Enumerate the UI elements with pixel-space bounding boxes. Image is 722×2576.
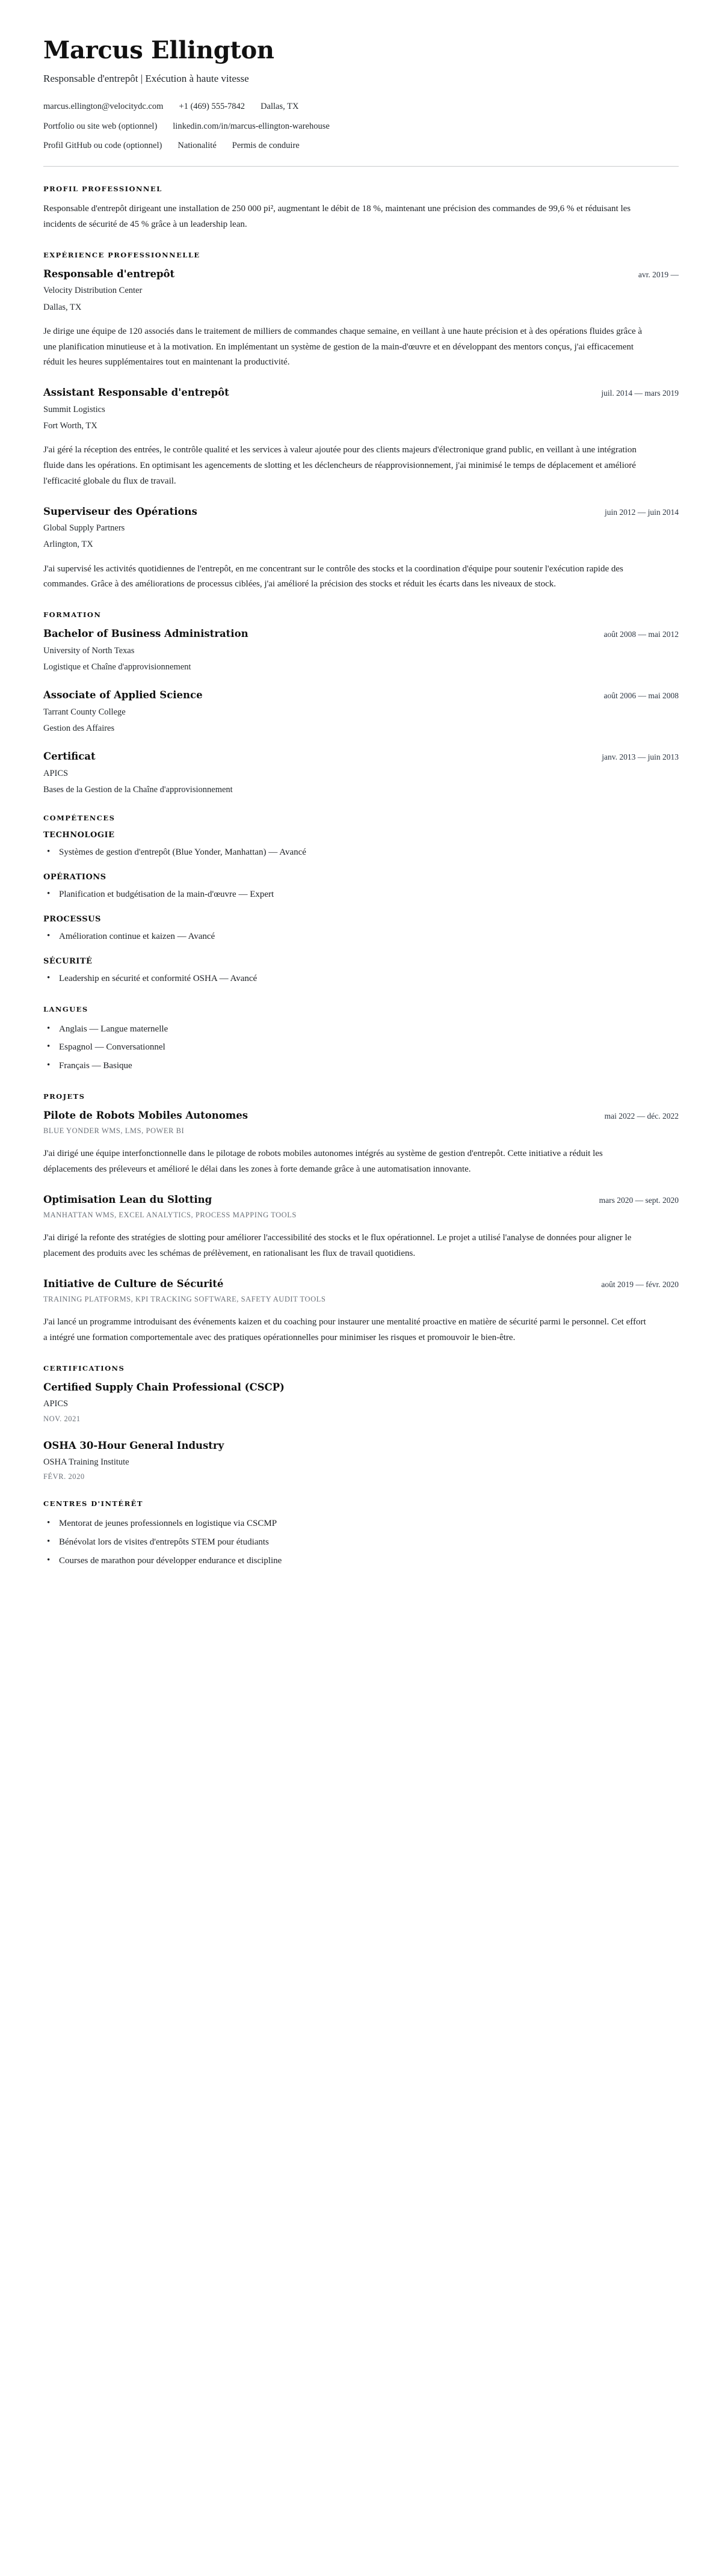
project-entry-head — [43, 1277, 679, 1290]
language-item: • Anglais — Langue maternelle — [43, 1022, 679, 1037]
project-name: Initiative de Culture de Sécurité — [43, 1277, 224, 1290]
degree-date: août 2006 — mai 2008 — [603, 691, 679, 701]
contact-github[interactable]: Profil GitHub ou code (optionnel) — [43, 141, 162, 151]
skill-group — [43, 873, 679, 903]
field-of-study: Bases de la Gestion de la Chaîne d'approvisionnement — [43, 785, 233, 795]
skill-group — [43, 957, 679, 987]
education-entry — [43, 627, 679, 673]
education-entry-head — [43, 689, 679, 701]
section-title-interests: CENTRES D'INTÉRÊT — [43, 1499, 143, 1508]
project-entry — [43, 1193, 679, 1262]
section-experience — [43, 251, 679, 592]
contact-email[interactable]: marcus.ellington@velocitydc.com — [43, 101, 164, 111]
degree-date: janv. 2013 — juin 2013 — [602, 752, 679, 762]
interest-list — [43, 1516, 679, 1569]
section-title-education: FORMATION — [43, 610, 102, 619]
certification-issuer: APICS — [43, 1399, 69, 1409]
section-title-projects: PROJETS — [43, 1092, 85, 1101]
job-location: Arlington, TX — [43, 539, 93, 550]
contact-portfolio[interactable]: Portfolio ou site web (optionnel) — [43, 121, 158, 131]
project-description: J'ai lancé un programme introduisant des événements kaizen et du coaching pour instaurer une mentalité proactive en matière de sécurité parmi le personnel. Cet effort a intégré une formation comportementale avec des pratiques opérationnelles pour minimiser les risques et promouvoir le bien-être. — [43, 1317, 646, 1343]
job-description: J'ai géré la réception des entrées, le contrôle qualité et les services à valeur ajoutée pour des clients majeurs d'électronique grand public, en veillant à une intégration fluide dans les opérations. En optimisant les agencements de slotting et les déclencheurs de réapprovisionnement, j'ai minimisé le temps de déplacement et amélioré l'efficacité globale du flux de travail. — [43, 445, 637, 486]
candidate-headline: Responsable d'entrepôt | Exécution à haute vitesse — [43, 73, 249, 84]
language-item: • Espagnol — Conversationnel — [43, 1040, 679, 1056]
skill-group — [43, 831, 679, 861]
project-description: J'ai dirigé la refonte des stratégies de slotting pour améliorer l'accessibilité des stocks et le flux opérationnel. Le projet a utilisé l'analyse de données pour aligner le placement des produits avec les schémas de prélèvement, en rationalisant les flux de travail quotidiens. — [43, 1233, 632, 1259]
job-title: Superviseur des Opérations — [43, 505, 197, 517]
contact-row-2 — [43, 120, 679, 134]
section-languages — [43, 1005, 679, 1074]
project-entry — [43, 1277, 679, 1346]
certification-name: OSHA 30-Hour General Industry — [43, 1439, 224, 1451]
certification-entry — [43, 1381, 679, 1424]
experience-entry-head — [43, 268, 679, 280]
skill-item: • Leadership en sécurité et conformité OSHA — Avancé — [43, 971, 679, 987]
project-stack: TRAINING PLATFORMS, KPI TRACKING SOFTWARE, SAFETY AUDIT TOOLS — [43, 1295, 326, 1304]
contact-row-3 — [43, 140, 679, 153]
contact-linkedin[interactable]: linkedin.com/in/marcus-ellington-warehouse — [173, 121, 330, 131]
skill-list — [43, 845, 679, 861]
project-date: août 2019 — févr. 2020 — [601, 1279, 679, 1289]
skill-category: PROCESSUS — [43, 914, 101, 924]
certification-date: NOV. 2021 — [43, 1414, 81, 1423]
section-title-skills: COMPÉTENCES — [43, 814, 116, 823]
project-entry — [43, 1109, 679, 1178]
education-entry — [43, 750, 679, 796]
contact-nationality: Nationalité — [177, 141, 217, 151]
job-location: Dallas, TX — [43, 302, 82, 312]
project-stack: BLUE YONDER WMS, LMS, POWER BI — [43, 1127, 185, 1136]
degree-title: Certificat — [43, 751, 96, 763]
skill-list — [43, 929, 679, 945]
interest-item: • Courses de marathon pour développer endurance et discipline — [43, 1554, 679, 1569]
certification-entry — [43, 1439, 679, 1482]
school-name: University of North Texas — [43, 645, 135, 656]
section-title-languages: LANGUES — [43, 1004, 88, 1013]
skill-item: • Amélioration continue et kaizen — Avancé — [43, 929, 679, 945]
contact-location: Dallas, TX — [261, 101, 299, 111]
section-profile — [43, 185, 679, 233]
header-divider — [43, 166, 679, 167]
education-entry-head — [43, 750, 679, 763]
education-entry — [43, 689, 679, 734]
section-title-certifications: CERTIFICATIONS — [43, 1364, 125, 1373]
project-entry-head — [43, 1193, 679, 1206]
project-name: Optimisation Lean du Slotting — [43, 1193, 212, 1205]
degree-title: Bachelor of Business Administration — [43, 628, 248, 640]
job-company: Summit Logistics — [43, 404, 105, 414]
skill-item: • Systèmes de gestion d'entrepôt (Blue Yonder, Manhattan) — Avancé — [43, 845, 679, 861]
project-stack: MANHATTAN WMS, EXCEL ANALYTICS, PROCESS MAPPING TOOLS — [43, 1211, 297, 1220]
candidate-name: Marcus Ellington — [43, 36, 274, 64]
contact-row-1 — [43, 100, 679, 114]
skill-category: OPÉRATIONS — [43, 873, 106, 882]
language-item: • Français — Basique — [43, 1059, 679, 1074]
job-date: juin 2012 — juin 2014 — [604, 507, 679, 517]
skill-group — [43, 915, 679, 945]
experience-entry — [43, 505, 679, 593]
job-date: avr. 2019 — — [638, 269, 679, 279]
skill-list — [43, 887, 679, 903]
section-title-experience: EXPÉRIENCE PROFESSIONNELLE — [43, 250, 200, 259]
field-of-study: Logistique et Chaîne d'approvisionnement — [43, 662, 191, 672]
job-description: Je dirige une équipe de 120 associés dans le traitement de milliers de commandes chaque semaine, en veillant à une haute précision et à des opérations fluides grâce à une planification minutieuse et à la motivation. En implémentant un système de gestion de la main-d'œuvre et en développant des mentors conçus, j'ai efficacement réduit les heures supplémentaires tout en maintenant la productivité. — [43, 326, 643, 367]
project-description: J'ai dirigé une équipe interfonctionnelle dans le pilotage de robots mobiles autonomes intégrés au système de gestion d'entrepôt. Cette initiative a réduit les déplacements des préleveurs et amélioré le délai dans les zones à forte demande grâce à une automatisation innovante. — [43, 1149, 603, 1175]
job-company: Global Supply Partners — [43, 523, 125, 533]
certification-issuer: OSHA Training Institute — [43, 1457, 129, 1468]
project-date: mars 2020 — sept. 2020 — [599, 1195, 679, 1205]
degree-date: août 2008 — mai 2012 — [603, 630, 679, 639]
skill-list — [43, 971, 679, 987]
contact-driving-licence: Permis de conduire — [232, 141, 300, 151]
degree-title: Associate of Applied Science — [43, 689, 203, 701]
profile-summary: Responsable d'entrepôt dirigeant une installation de 250 000 pi², augmentant le débit de 18 %, maintenant une précision des commandes de 99,6 % et réduisant les incidents de sécurité de 45 % grâce à un leadership lean. — [43, 204, 631, 229]
section-education — [43, 610, 679, 796]
contact-phone[interactable]: +1 (469) 555-7842 — [179, 101, 245, 111]
school-name: APICS — [43, 768, 69, 778]
job-location: Fort Worth, TX — [43, 420, 97, 431]
experience-entry — [43, 268, 679, 370]
job-description: J'ai supervisé les activités quotidiennes de l'entrepôt, en me concentrant sur le contrôle des stocks et la coordination d'équipe pour soutenir l'exécution rapide des commandes. Grâce à des améliorations de processus ciblées, j'ai amélioré la précision des stocks et réduit les écarts dans les niveaux de stock. — [43, 564, 623, 589]
section-interests — [43, 1499, 679, 1569]
job-company: Velocity Distribution Center — [43, 286, 143, 296]
interest-item: • Bénévolat lors de visites d'entrepôts STEM pour étudiants — [43, 1535, 679, 1551]
skill-category: TECHNOLOGIE — [43, 831, 115, 840]
section-certifications — [43, 1364, 679, 1481]
school-name: Tarrant County College — [43, 707, 126, 717]
project-name: Pilote de Robots Mobiles Autonomes — [43, 1109, 248, 1121]
experience-entry-head — [43, 386, 679, 399]
project-entry-head — [43, 1109, 679, 1122]
resume-header — [43, 37, 679, 153]
field-of-study: Gestion des Affaires — [43, 724, 115, 734]
certification-name: Certified Supply Chain Professional (CSCP) — [43, 1382, 285, 1394]
project-date: mai 2022 — déc. 2022 — [604, 1111, 679, 1120]
section-skills — [43, 814, 679, 986]
skill-category: SÉCURITÉ — [43, 956, 93, 966]
skill-item: • Planification et budgétisation de la main-d'œuvre — Expert — [43, 887, 679, 903]
education-entry-head — [43, 627, 679, 640]
experience-entry — [43, 386, 679, 489]
job-date: juil. 2014 — mars 2019 — [601, 389, 679, 398]
section-projects — [43, 1092, 679, 1346]
interest-item: • Mentorat de jeunes professionnels en logistique via CSCMP — [43, 1516, 679, 1532]
certification-date: FÉVR. 2020 — [43, 1472, 85, 1481]
section-title-profile: PROFIL PROFESSIONNEL — [43, 185, 162, 194]
experience-entry-head — [43, 505, 679, 518]
language-list — [43, 1022, 679, 1074]
job-title: Assistant Responsable d'entrepôt — [43, 387, 229, 399]
job-title: Responsable d'entrepôt — [43, 268, 175, 280]
